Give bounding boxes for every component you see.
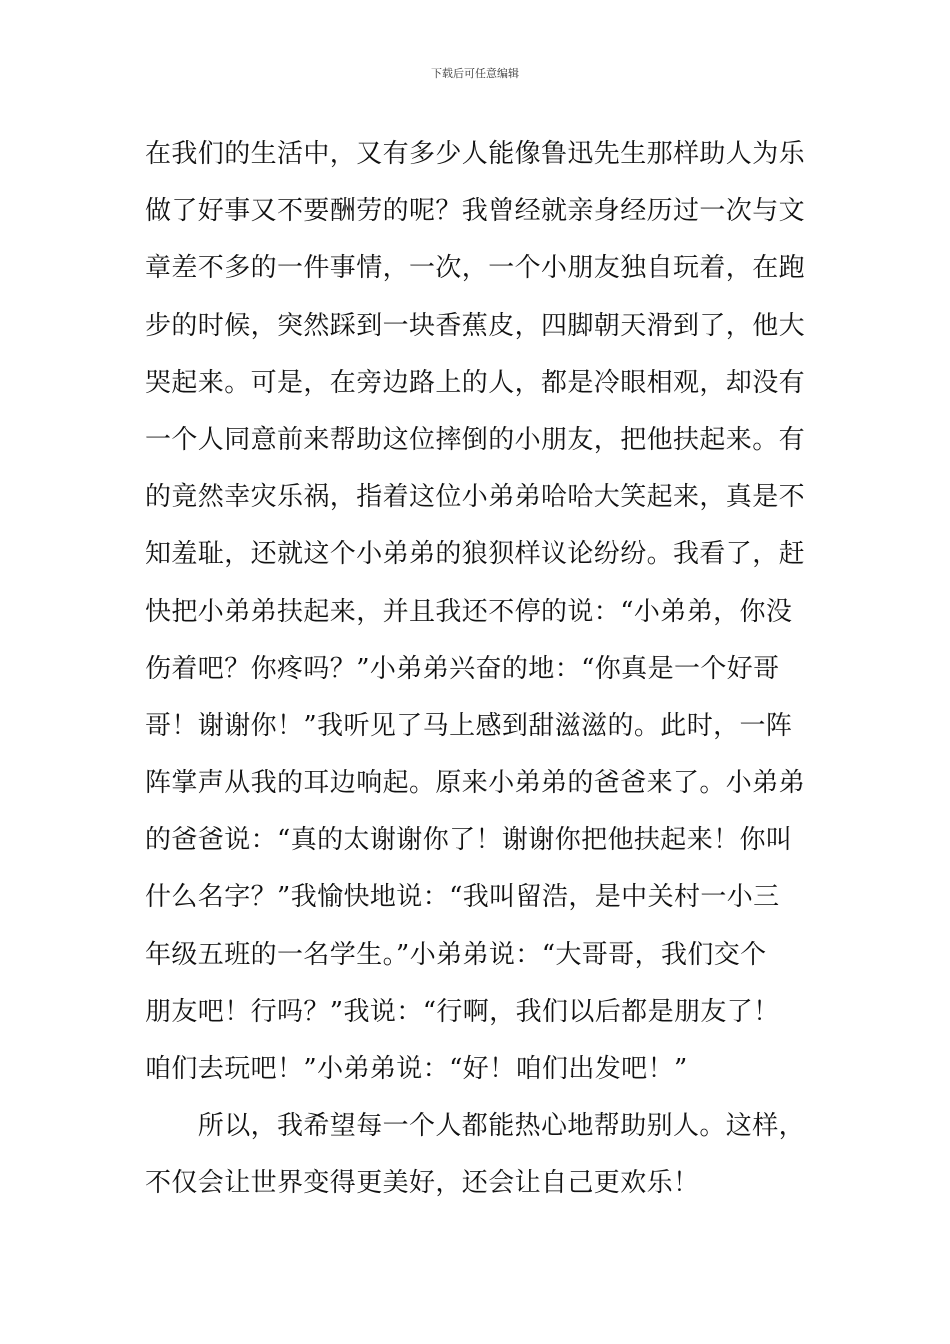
text-line: 咱们去玩吧！”小弟弟说：“好！咱们出发吧！” <box>145 1054 688 1084</box>
paragraph-1 <box>145 126 810 1098</box>
text-line: 的竟然幸灾乐祸，指着这位小弟弟哈哈大笑起来，真是不 <box>145 482 806 513</box>
body-text <box>145 126 810 1213</box>
text-line: 知羞耻，还就这个小弟弟的狼狈样议论纷纷。我看了，赶 <box>145 539 806 570</box>
text-line: 不仅会让世界变得更美好，还会让自己更欢乐！ <box>145 1168 700 1199</box>
text-line: 一个人同意前来帮助这位摔倒的小朋友，把他扶起来。有 <box>145 424 806 455</box>
text-line: 所以，我希望每一个人都能热心地帮助别人。这样， <box>145 1111 806 1142</box>
page-header-note: 下载后可任意编辑 <box>431 67 519 80</box>
text-line: 什么名字？”我愉快地说：“我叫留浩，是中关村一小三 <box>145 882 780 913</box>
text-line: 的爸爸说：“真的太谢谢你了！谢谢你把他扶起来！你叫 <box>145 825 793 856</box>
text-line: 步的时候，突然踩到一块香蕉皮，四脚朝天滑到了，他大 <box>145 310 806 341</box>
paragraph-2 <box>145 1098 810 1212</box>
text-line: 年级五班的一名学生。”小弟弟说：“大哥哥，我们交个 <box>145 939 767 970</box>
text-line: 伤着吧？你疼吗？”小弟弟兴奋的地：“你真是一个好哥 <box>145 653 780 684</box>
text-line: 章差不多的一件事情，一次，一个小朋友独自玩着，在跑 <box>145 253 806 284</box>
text-line: 快把小弟弟扶起来，并且我还不停的说：“小弟弟，你没 <box>145 596 793 627</box>
text-line: 哥！谢谢你！”我听见了马上感到甜滋滋的。此时，一阵 <box>145 710 793 741</box>
text-line: 朋友吧！行吗？”我说：“行啊，我们以后都是朋友了！ <box>145 996 780 1027</box>
text-line: 哭起来。可是，在旁边路上的人，都是冷眼相观，却没有 <box>145 367 806 398</box>
text-line: 在我们的生活中，又有多少人能像鲁迅先生那样助人为乐 <box>145 139 806 169</box>
text-line: 做了好事又不要酬劳的呢？我曾经就亲身经历过一次与文 <box>145 196 806 227</box>
text-line: 阵掌声从我的耳边响起。原来小弟弟的爸爸来了。小弟弟 <box>145 768 806 799</box>
